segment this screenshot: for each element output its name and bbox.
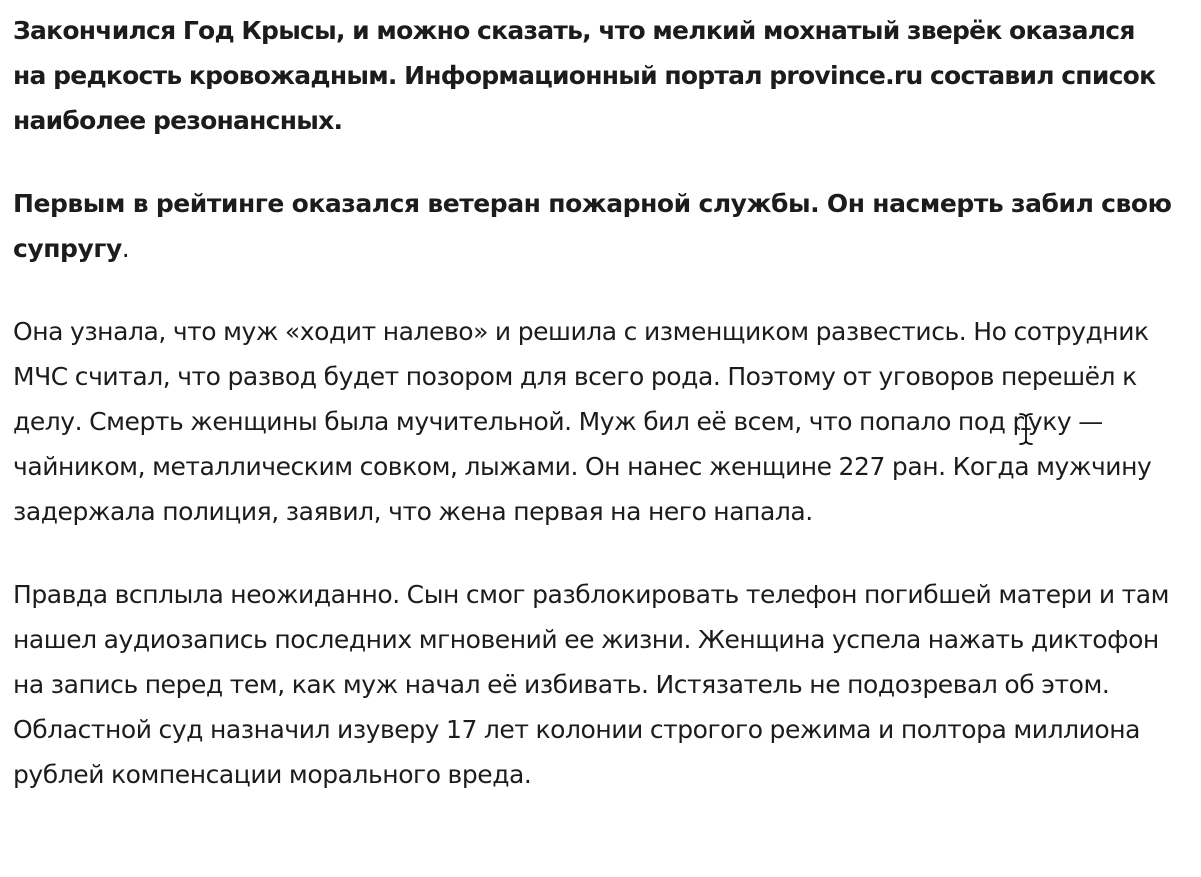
article-body <box>13 8 1173 835</box>
story-paragraph: Она узнала, что муж «ходит налево» и решила с изменщиком развестись. Но сотрудник МЧС считал, что развод будет позором для всего рода. Поэтому от уговоров перешёл к делу. Смерть женщины была мучительной. Муж бил её всем, что попало под руку — чайником, металлическим совком, лыжами. Он нанес женщине 227 ран. Когда мужчину задержала полиция, заявил, что жена первая на него напала. <box>13 317 1152 526</box>
first-case-paragraph <box>13 181 1173 271</box>
first-case-bold-text: Первым в рейтинге оказался ветеран пожарной службы. Он насмерть забил свою супругу <box>13 189 1172 263</box>
intro-paragraph: Закончился Год Крысы, и можно сказать, что мелкий мохнатый зверёк оказался на редкость кровожадным. Информационный портал province.ru составил список наиболее резонансных. <box>13 16 1156 135</box>
first-case-period: . <box>121 234 130 263</box>
verdict-paragraph: Правда всплыла неожиданно. Сын смог разблокировать телефон погибшей матери и там нашел аудиозапись последних мгновений ее жизни. Женщина успела нажать диктофон на запись перед тем, как муж начал её избивать. Истязатель не подозревал об этом. Областной суд назначил изуверу 17 лет колонии строгого режима и полтора миллиона рублей компенсации морального вреда. <box>13 580 1170 789</box>
